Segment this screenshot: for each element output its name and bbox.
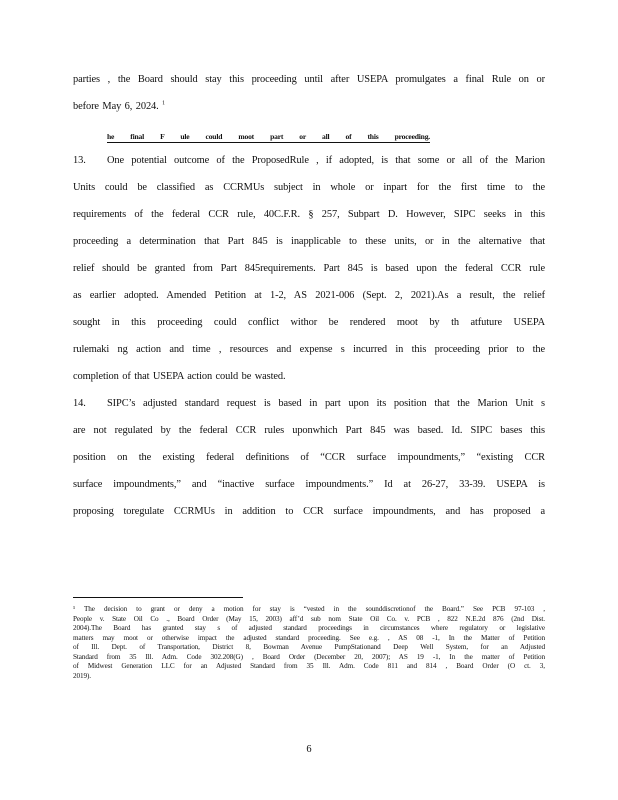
paragraph-number: 14. xyxy=(73,398,86,409)
paragraph-line: are not regulated by the federal CCR rules uponwhich Part 845 was based. Id. SIPC bases this xyxy=(73,425,545,436)
body-line: parties , the Board should stay this proceeding until after USEPA promulgates a final Rule on or xyxy=(73,74,545,85)
footnote-line: 2019). xyxy=(73,671,91,680)
body-line xyxy=(73,101,545,113)
footnote-line: ¹ The decision to grant or deny a motion for stay is “vested in the sounddiscretionof the Board.” See PCB 97-103 , xyxy=(73,605,545,613)
footnote-line: 2004).The Board has granted stay s of adjusted standard proceedings in circumstances where regulatory or legislative xyxy=(73,624,545,632)
paragraph-line: Units could be classified as CCRMUs subject in whole or inpart for the first time to the xyxy=(73,182,545,193)
footnote-line: of Midwest Generation LLC for an Adjusted Standard from 35 Ill. Adm. Code 811 and 814 , Board Order (O ct. 3, xyxy=(73,662,545,670)
paragraph-line: proposing toregulate CCRMUs in addition to CCR surface impoundments, and has proposed a xyxy=(73,506,545,517)
paragraph-text: One potential outcome of the ProposedRule , if adopted, is that some or all of the Marion xyxy=(107,155,545,166)
paragraph-line xyxy=(73,398,545,410)
paragraph-line: completion of that USEPA action could be wasted. xyxy=(73,371,286,382)
footnote-line: Standard from 35 Ill. Adm. Code 302.208(G) , Board Order (December 20, 2007); AS 19 -1, In the matter of Petition xyxy=(73,652,545,661)
paragraph-line: rulemaki ng action and time , resources and expense s incurred in this proceeding prior to the xyxy=(73,344,545,355)
paragraph-text: SIPC’s adjusted standard request is based in part upon its position that the Marion Unit s xyxy=(107,398,545,409)
footnote-marker: 1 xyxy=(162,100,166,107)
paragraph-number: 13. xyxy=(73,155,86,166)
paragraph-line: position on the existing federal definitions of “CCR surface impoundments,” “existing CCR xyxy=(73,452,545,463)
paragraph-line: requirements of the federal CCR rule, 40C.F.R. § 257, Subpart D. However, SIPC seeks in this xyxy=(73,209,545,220)
section-heading: he final F ule could moot part or all of this proceeding. xyxy=(107,132,430,141)
body-line-text: before May 6, 2024. xyxy=(73,101,163,112)
page-number: 6 xyxy=(306,744,312,755)
paragraph-line xyxy=(73,155,545,167)
paragraph-line: surface impoundments,” and “inactive surface impoundments.” Id at 26-27, 33-39. USEPA is xyxy=(73,479,545,490)
footnote-line: of Ill. Dept. of Transportation, District 8, Bowman Avenue PumpStationand Deep Well System, for an Adjusted xyxy=(73,643,545,651)
paragraph-line: sought in this proceeding could conflict withor be rendered moot by th atfuture USEPA xyxy=(73,317,545,328)
paragraph-line: as earlier adopted. Amended Petition at 1-2, AS 2021-006 (Sept. 2, 2021).As a result, the relief xyxy=(73,290,545,301)
footnote-line: People v. State Oil Co ., Board Order (May 15, 2003) aff’d sub nom State Oil Co. v. PCB , 822 N.E.2d 876 (2nd Dist. xyxy=(73,614,545,623)
footnote-line: matters may moot or otherwise impact the adjusted standard proceeding. See e.g. , AS 08 -1, In the Matter of Petition xyxy=(73,633,545,642)
footnote-separator xyxy=(73,597,243,598)
paragraph-line: proceeding a determination that Part 845 is inapplicable to these units, or in the alternative that xyxy=(73,236,545,247)
paragraph-line: relief should be granted from Part 845requirements. Part 845 is based upon the federal CCR rule xyxy=(73,263,545,274)
